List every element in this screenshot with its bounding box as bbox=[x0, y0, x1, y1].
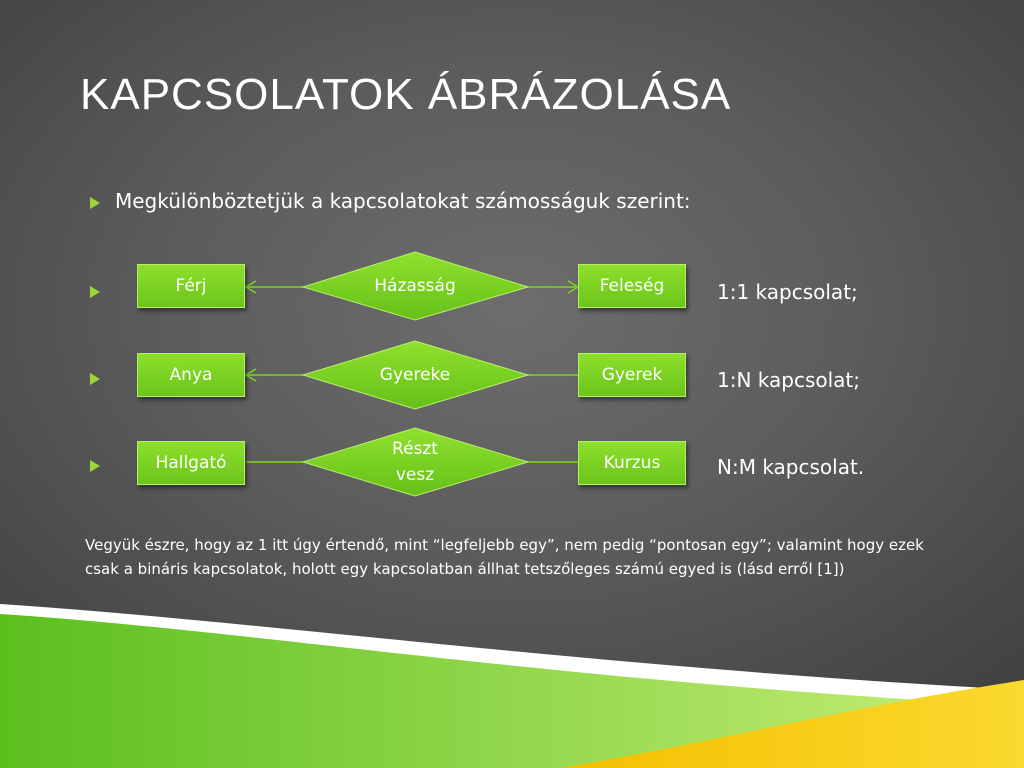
entity-kurzus: Kurzus bbox=[578, 441, 686, 485]
entity-feleseg: Feleség bbox=[578, 264, 686, 308]
bullet-arrow-icon bbox=[90, 286, 100, 298]
footnote-text: Vegyük észre, hogy az 1 itt úgy értendő, mint “legfeljebb egy”, nem pedig “pontosan egy”; valamint hogy ezek csak a bináris kapcsolatok, holott egy kapcsolatban állhat tetszőleges számú egyed is (lásd erről [1]) bbox=[85, 536, 924, 578]
relationship-label-line1: Részt bbox=[392, 439, 438, 459]
relationship-label-hazassag: Házasság bbox=[374, 276, 456, 296]
entity-anya: Anya bbox=[137, 353, 245, 397]
bullet-arrow-icon bbox=[90, 460, 100, 472]
entity-gyerek: Gyerek bbox=[578, 353, 686, 397]
bullet-arrow-icon bbox=[90, 197, 100, 209]
entity-hallgato: Hallgató bbox=[137, 441, 245, 485]
entity-ferj: Férj bbox=[137, 264, 245, 308]
bullet-arrow-icon bbox=[90, 373, 100, 385]
cardinality-1-n: 1:N kapcsolat; bbox=[717, 368, 861, 392]
relationship-label-reszt-vesz bbox=[365, 436, 465, 488]
cardinality-1-1: 1:1 kapcsolat; bbox=[717, 280, 858, 304]
slide-title: KAPCSOLATOK ÁBRÁZOLÁSA bbox=[80, 70, 732, 119]
intro-text: Megkülönböztetjük a kapcsolatokat számosságuk szerint: bbox=[115, 189, 691, 213]
relationship-label-gyereke: Gyereke bbox=[379, 365, 451, 385]
cardinality-n-m: N:M kapcsolat. bbox=[717, 455, 865, 479]
relationship-label-line2: vesz bbox=[395, 465, 435, 485]
